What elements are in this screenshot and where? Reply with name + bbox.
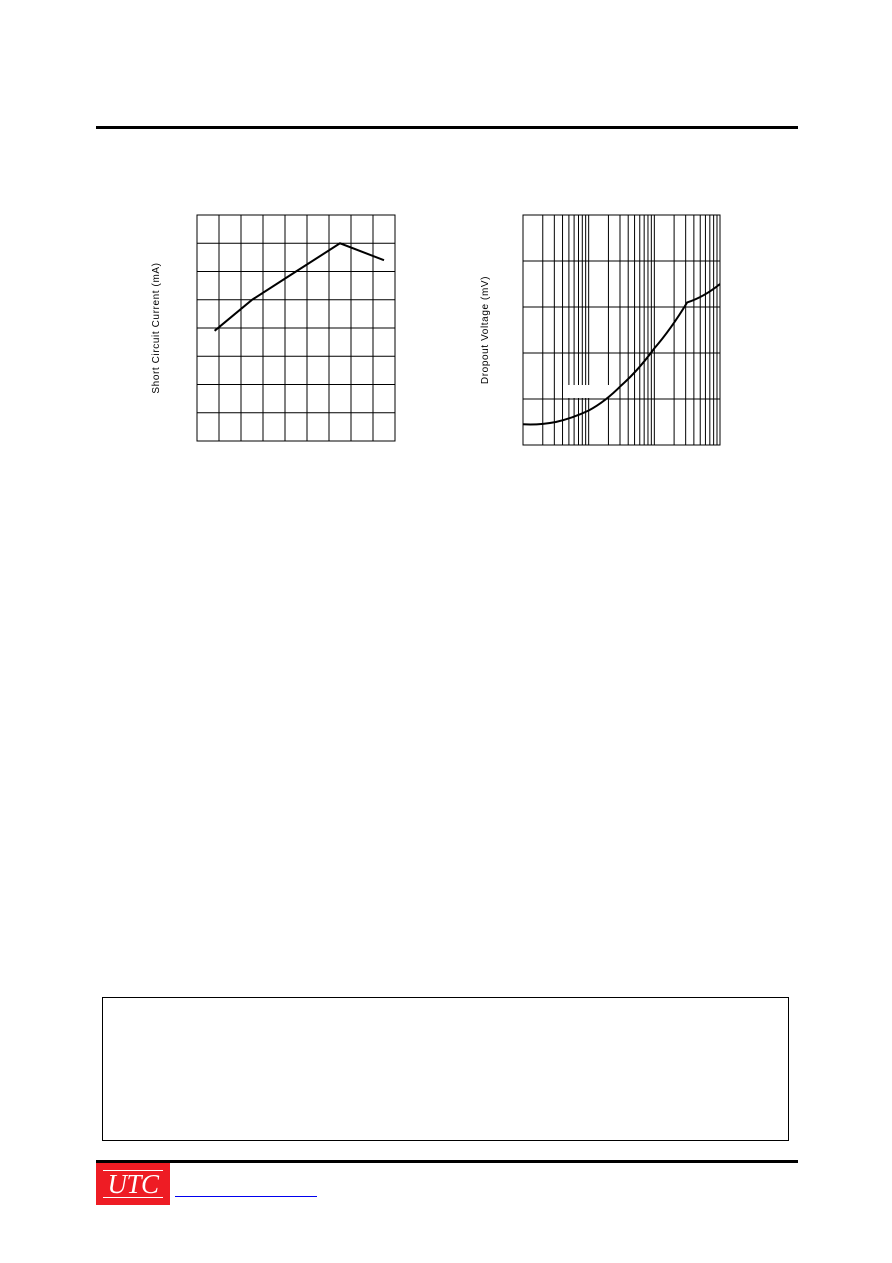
footer-rule: [96, 1160, 798, 1163]
series-line: [523, 284, 720, 424]
utc-logo-text: UTC: [103, 1170, 162, 1198]
header-rule: [96, 126, 798, 129]
notice-box: [102, 997, 789, 1141]
website-link[interactable]: [175, 1196, 317, 1197]
grid: [523, 215, 720, 445]
label-cutout: [563, 385, 613, 398]
dropout-voltage-chart: [475, 205, 735, 455]
grid: [197, 215, 395, 441]
plot-frame: [523, 215, 720, 445]
y-axis-label: Dropout Voltage (mV): [480, 275, 491, 385]
series-line: [215, 243, 384, 330]
short-circuit-current-chart: [140, 205, 410, 455]
y-axis-label: Short Circuit Current (mA): [151, 262, 162, 394]
utc-logo: [96, 1163, 170, 1205]
